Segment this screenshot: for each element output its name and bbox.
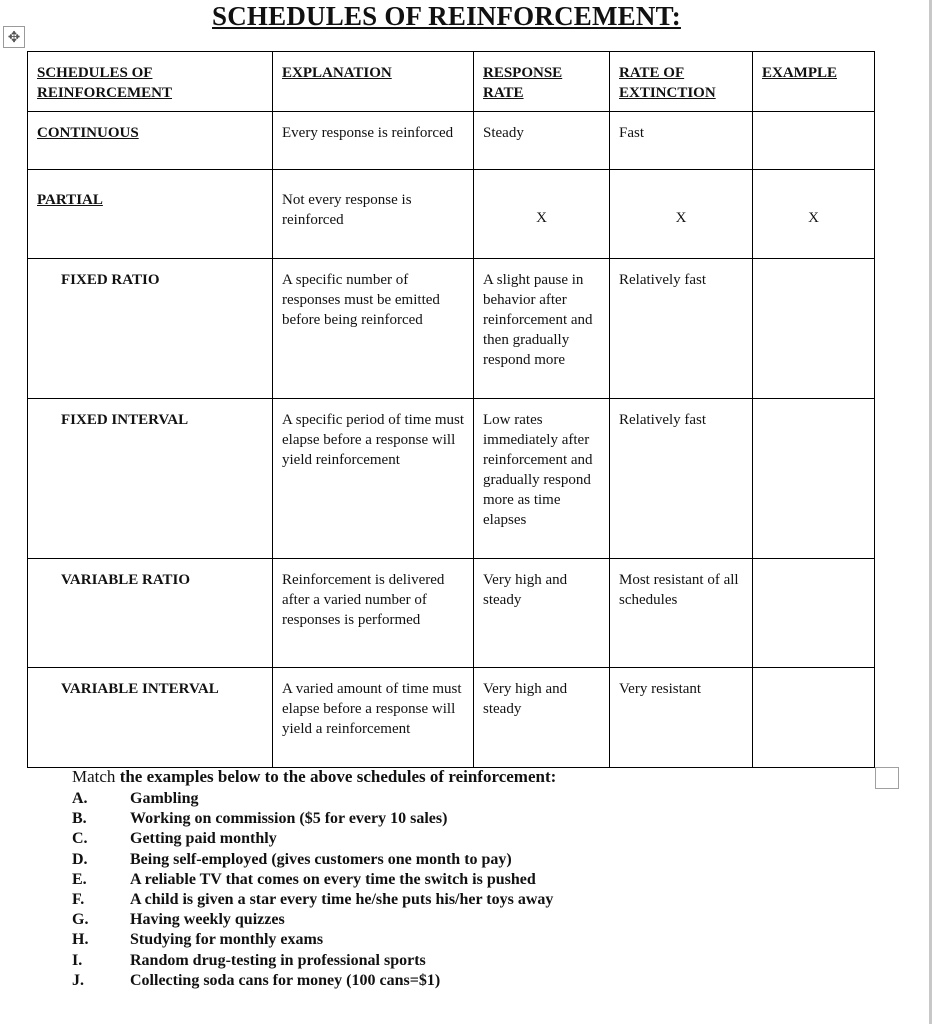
header-explanation[interactable]: EXPLANATION: [273, 52, 474, 112]
example-cell[interactable]: [753, 668, 875, 768]
example-cell[interactable]: [753, 399, 875, 559]
item-text: Working on commission ($5 for every 10 sales): [130, 810, 448, 828]
item-letter: J.: [72, 971, 84, 989]
table-row: [28, 559, 875, 668]
list-item[interactable]: [72, 971, 553, 991]
item-letter: C.: [72, 830, 88, 848]
explanation-cell[interactable]: A varied amount of time must elapse before a response will yield a reinforcement: [273, 668, 474, 768]
header-example[interactable]: EXAMPLE: [753, 52, 875, 112]
examples-list: [72, 789, 553, 991]
example-cell[interactable]: [753, 259, 875, 399]
item-text: A reliable TV that comes on every time the switch is pushed: [130, 870, 536, 888]
list-item[interactable]: [72, 951, 553, 971]
table-row: [28, 668, 875, 768]
extinction-cell[interactable]: X: [610, 170, 753, 259]
item-letter: A.: [72, 790, 88, 807]
table-row: [28, 170, 875, 259]
extinction-cell[interactable]: Fast: [610, 112, 753, 170]
item-text: Being self-employed (gives customers one month to pay): [130, 850, 512, 868]
schedule-cell[interactable]: FIXED INTERVAL: [28, 399, 273, 559]
list-item[interactable]: [72, 870, 553, 890]
example-cell[interactable]: [753, 112, 875, 170]
item-text: Collecting soda cans for money (100 cans=$1): [130, 971, 441, 989]
header-response-rate[interactable]: RESPONSE RATE: [474, 52, 610, 112]
schedules-table: [27, 51, 875, 768]
table-row: [28, 259, 875, 399]
item-letter: H.: [72, 931, 89, 949]
list-item[interactable]: [72, 890, 553, 910]
schedule-cell[interactable]: PARTIAL: [28, 170, 273, 259]
extinction-cell[interactable]: Relatively fast: [610, 399, 753, 559]
extinction-cell[interactable]: Relatively fast: [610, 259, 753, 399]
list-item[interactable]: [72, 930, 553, 950]
schedule-cell[interactable]: VARIABLE RATIO: [28, 559, 273, 668]
table-header-row: [28, 52, 875, 112]
match-instructions: [72, 767, 556, 787]
item-text: A child is given a star every time he/she puts his/her toys away: [130, 890, 554, 908]
item-text: Gambling: [130, 790, 199, 807]
explanation-cell[interactable]: Every response is reinforced: [273, 112, 474, 170]
response-rate-cell[interactable]: Low rates immediately after reinforcement and gradually respond more as time elapses: [474, 399, 610, 559]
item-letter: G.: [72, 911, 89, 929]
table-row: [28, 399, 875, 559]
header-rate-of-extinction[interactable]: RATE OF EXTINCTION: [610, 52, 753, 112]
header-schedules[interactable]: SCHEDULES OF REINFORCEMENT: [28, 52, 273, 112]
list-item[interactable]: [72, 850, 553, 870]
answer-checkbox[interactable]: [875, 767, 899, 789]
item-letter: D.: [72, 850, 88, 868]
response-rate-cell[interactable]: A slight pause in behavior after reinforcement and then gradually respond more: [474, 259, 610, 399]
response-rate-cell[interactable]: X: [474, 170, 610, 259]
example-cell[interactable]: [753, 559, 875, 668]
item-text: Getting paid monthly: [130, 830, 277, 848]
move-cross-icon[interactable]: ✥: [3, 26, 25, 48]
schedule-cell[interactable]: CONTINUOUS: [28, 112, 273, 170]
item-letter: B.: [72, 810, 87, 828]
instructions-lead: Match: [72, 767, 116, 786]
explanation-cell[interactable]: A specific period of time must elapse before a response will yield reinforcement: [273, 399, 474, 559]
example-cell[interactable]: X: [753, 170, 875, 259]
explanation-cell[interactable]: Not every response is reinforced: [273, 170, 474, 259]
response-rate-cell[interactable]: Very high and steady: [474, 559, 610, 668]
response-rate-cell[interactable]: Steady: [474, 112, 610, 170]
explanation-cell[interactable]: A specific number of responses must be emitted before being reinforced: [273, 259, 474, 399]
item-text: Having weekly quizzes: [130, 911, 285, 929]
item-letter: I.: [72, 951, 83, 969]
item-letter: E.: [72, 870, 87, 888]
page-title: SCHEDULES OF REINFORCEMENT:: [212, 1, 681, 31]
list-item[interactable]: [72, 910, 553, 930]
extinction-cell[interactable]: Very resistant: [610, 668, 753, 768]
response-rate-cell[interactable]: Very high and steady: [474, 668, 610, 768]
extinction-cell[interactable]: Most resistant of all schedules: [610, 559, 753, 668]
item-letter: F.: [72, 890, 85, 908]
list-item[interactable]: [72, 789, 553, 809]
list-item[interactable]: [72, 809, 553, 829]
schedule-cell[interactable]: FIXED RATIO: [28, 259, 273, 399]
list-item[interactable]: [72, 829, 553, 849]
instructions-bold: the examples below to the above schedules of reinforcement:: [119, 767, 557, 786]
schedule-cell[interactable]: VARIABLE INTERVAL: [28, 668, 273, 768]
item-text: Random drug-testing in professional sports: [130, 951, 426, 969]
item-text: Studying for monthly exams: [130, 931, 324, 949]
explanation-cell[interactable]: Reinforcement is delivered after a varied number of responses is performed: [273, 559, 474, 668]
table-row: [28, 112, 875, 170]
